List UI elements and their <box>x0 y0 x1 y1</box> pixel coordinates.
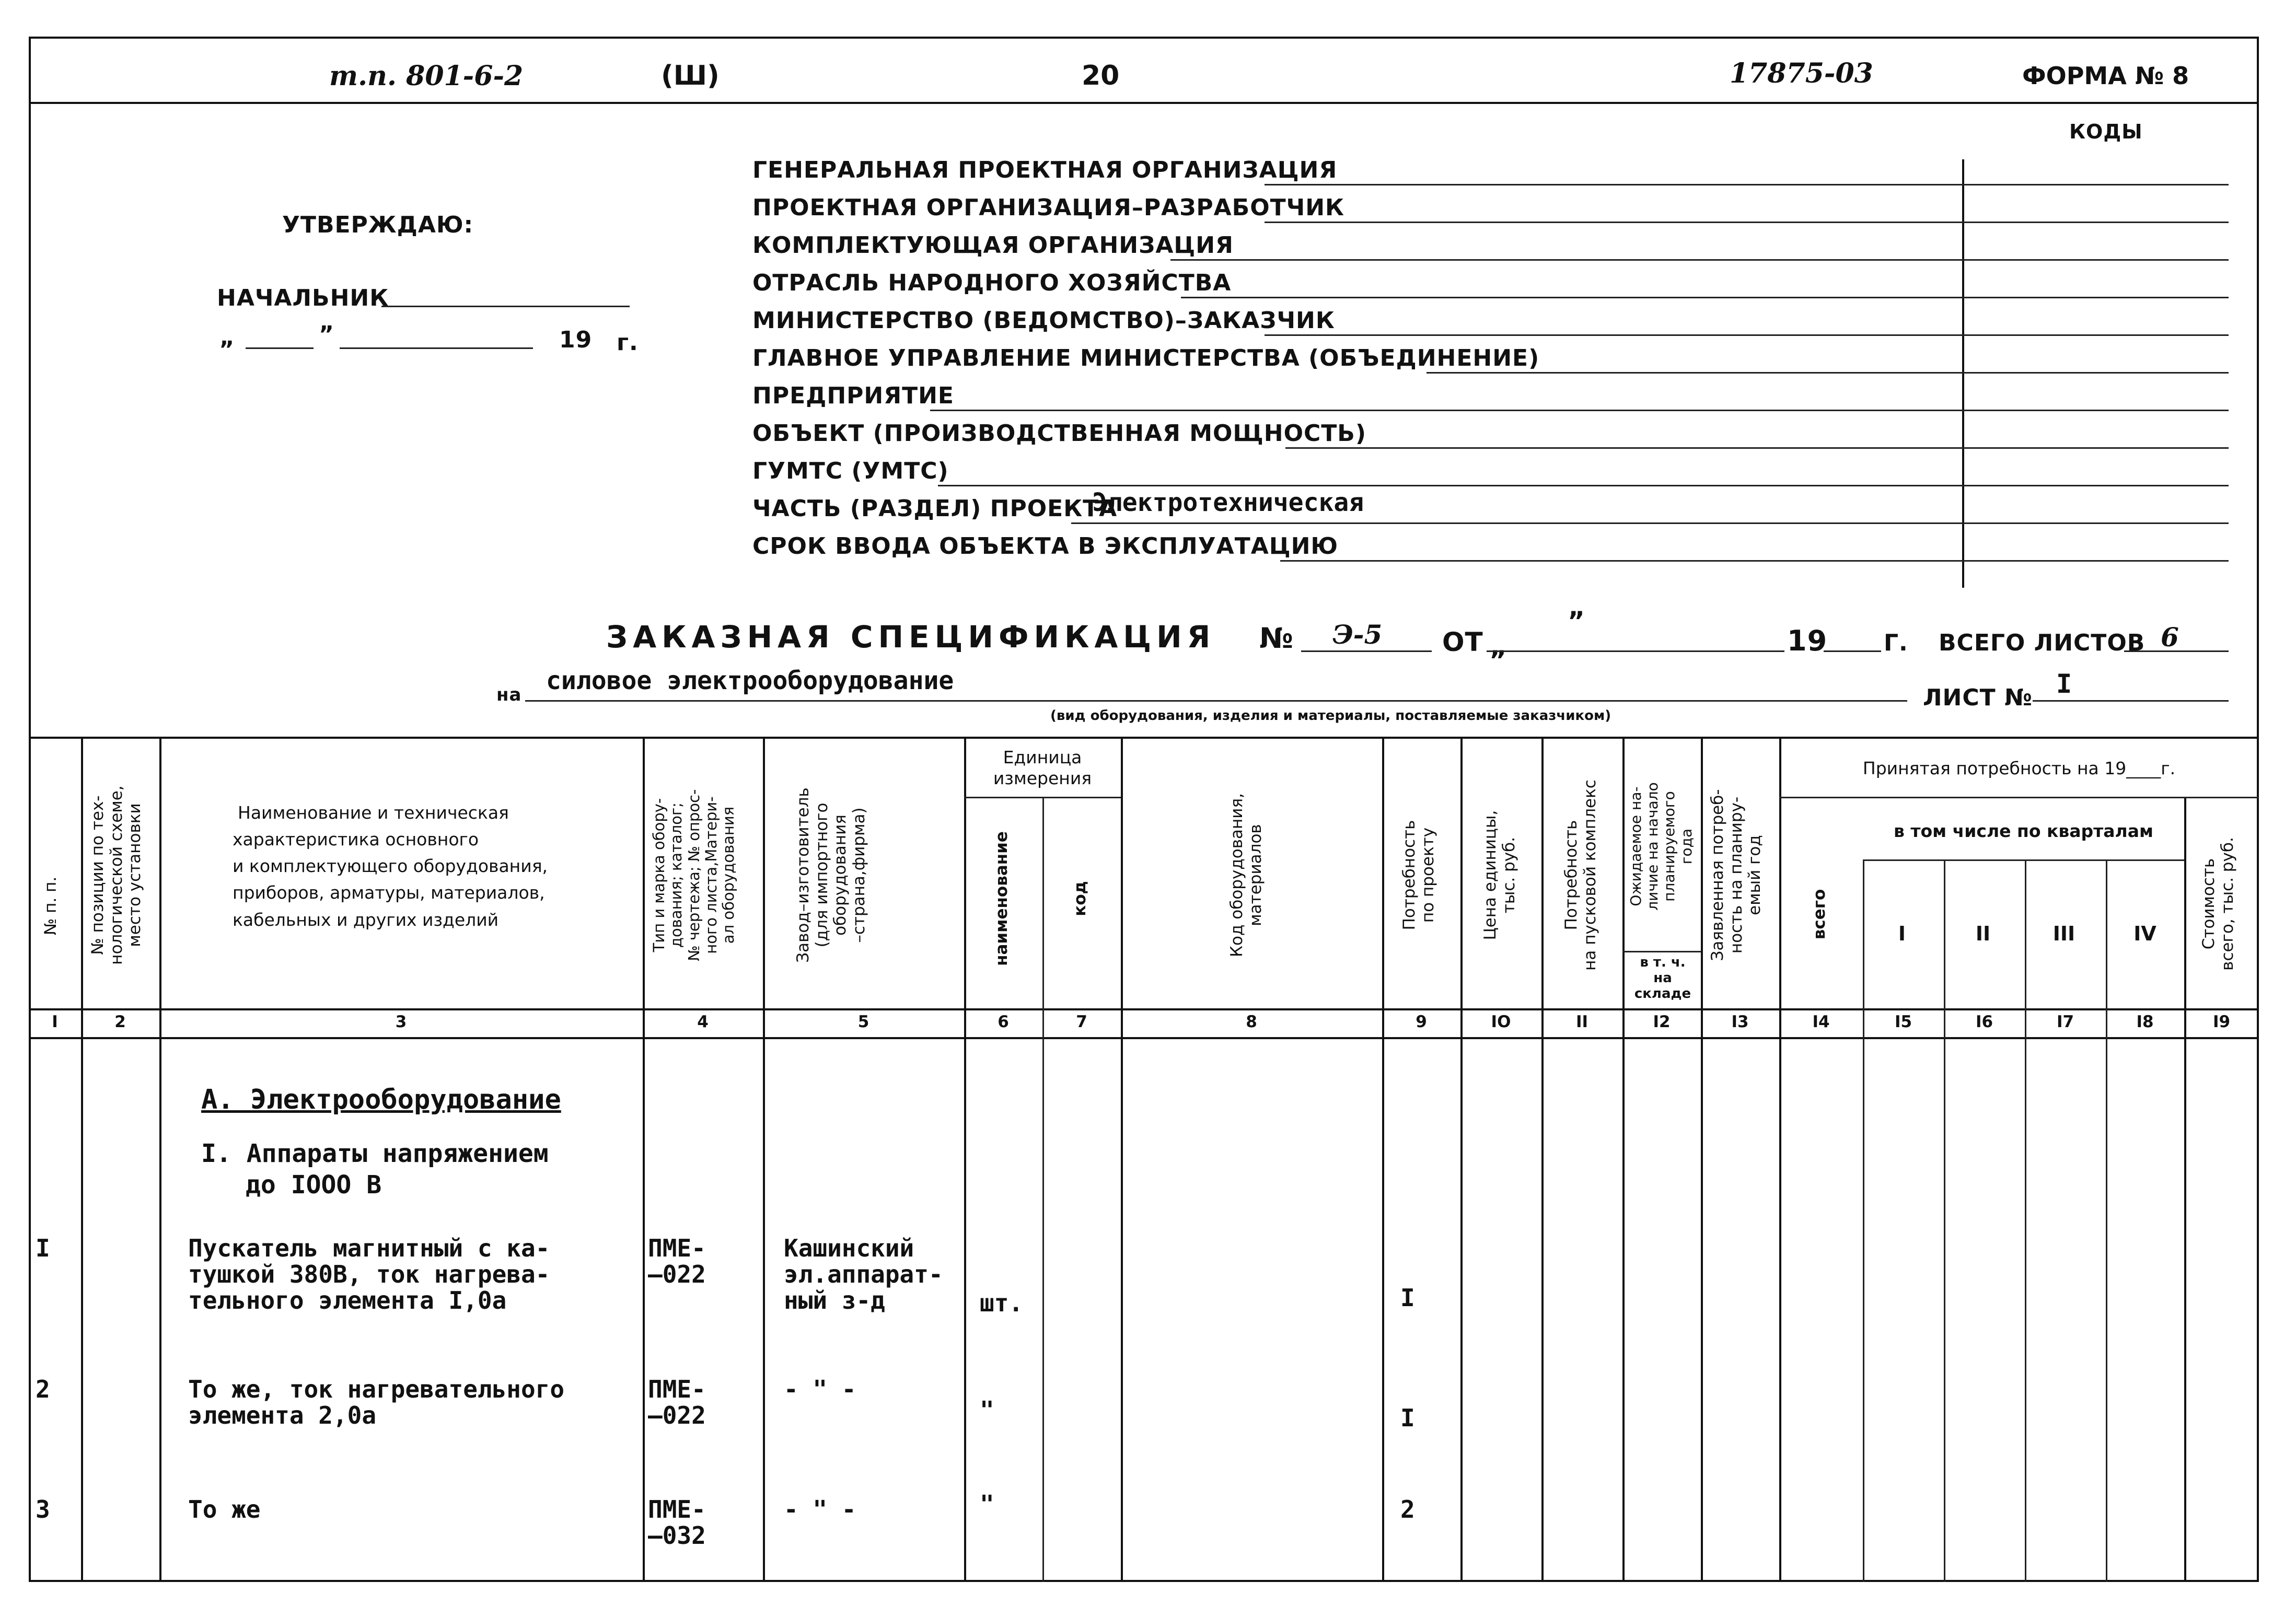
col-divider-15 <box>1944 859 1945 1582</box>
spec-total-sheets: 6 <box>2161 622 2179 653</box>
row-type: ПМЕ- <box>648 1234 706 1262</box>
spec-number-label: № <box>1259 622 1294 655</box>
row-name: тушкой 380В, ток нагрева- <box>188 1260 550 1288</box>
column-number: 9 <box>1416 1013 1427 1031</box>
org-field-line <box>1170 259 2229 261</box>
column-number: 8 <box>1246 1013 1257 1031</box>
col-divider-14 <box>1863 859 1864 1582</box>
col-header-12: Ожидаемое на- личие на начало планируемого года <box>1627 782 1695 911</box>
quarter-header: IV <box>2133 922 2156 945</box>
column-number: 7 <box>1076 1013 1087 1031</box>
col-divider-1 <box>81 737 83 1582</box>
quarter-header: I <box>1898 922 1906 945</box>
subsection-1-title: I. Аппараты напряжением <box>201 1139 549 1168</box>
row-type: –022 <box>648 1260 706 1288</box>
spec-year-suffix: Г. <box>1884 630 1908 656</box>
row-number: 2 <box>36 1375 50 1403</box>
date-quote-close: ” <box>319 321 334 348</box>
approve-label: УТВЕРЖДАЮ: <box>282 212 474 238</box>
column-number: I3 <box>1731 1013 1749 1031</box>
col-divider-6 <box>1042 797 1044 1582</box>
col-header-9: Потребность по проекту <box>1400 820 1437 930</box>
col-divider-2 <box>159 737 161 1582</box>
subsection-1-title-cont: до IOOO В <box>246 1170 382 1200</box>
org-field-label: ОТРАСЛЬ НАРОДНОГО ХОЗЯЙСТВА <box>752 270 1232 296</box>
date-month-line <box>340 347 533 349</box>
org-field-label: МИНИСТЕРСТВО (ВЕДОМСТВО)–ЗАКАЗЧИК <box>752 307 1335 334</box>
section-a-title: А. Электрооборудование <box>201 1084 561 1115</box>
row-unit: " <box>980 1396 994 1424</box>
column-number: I4 <box>1812 1013 1830 1031</box>
date-quote-open: „ <box>219 324 235 351</box>
page-number: 20 <box>1082 60 1120 91</box>
row-type: –032 <box>648 1521 706 1550</box>
column-number: I6 <box>1975 1013 1993 1031</box>
col-divider-8 <box>1382 737 1384 1582</box>
row-name: тельного элемента I,0а <box>188 1286 507 1314</box>
accepted-group-header: Принятая потребность на 19____г. <box>1862 758 2176 778</box>
col-header-19: Стоимость всего, тыс. руб. <box>2199 837 2237 971</box>
col-header-7: код <box>1071 881 1089 916</box>
spec-number-line <box>1301 650 1432 652</box>
org-field-label: ПРОЕКТНАЯ ОРГАНИЗАЦИЯ–РАЗРАБОТЧИК <box>752 194 1344 221</box>
spec-year-label: 19 <box>1787 624 1828 657</box>
date-year-suffix: г. <box>617 329 639 356</box>
column-number: I <box>52 1013 58 1031</box>
row-name: То же, ток нагревательного <box>188 1375 565 1403</box>
row-name: элемента 2,0а <box>188 1401 377 1429</box>
row-name: То же <box>188 1495 261 1523</box>
col-header-2: № позиции по тех- нологической схеме, место установки <box>88 785 145 965</box>
column-number: I8 <box>2136 1013 2154 1031</box>
org-field-line <box>1265 184 2229 185</box>
column-number: 5 <box>857 1013 869 1031</box>
quarters-group-header: в том числе по кварталам <box>1894 821 2153 841</box>
org-field-line <box>1427 372 2229 374</box>
org-field-line <box>938 485 2229 486</box>
org-field-line <box>1265 222 2229 223</box>
row-quantity: I <box>1400 1404 1415 1432</box>
spec-total-sheets-line <box>2124 650 2229 652</box>
col-divider-11 <box>1622 737 1625 1582</box>
row-maker: - " - <box>784 1375 856 1403</box>
col-header-1: № п. п. <box>41 876 60 935</box>
spec-total-sheets-label: ВСЕГО ЛИСТОВ <box>1939 630 2146 656</box>
table-header-bottom <box>29 1008 2259 1010</box>
row-number: 3 <box>36 1495 50 1523</box>
org-field-line <box>1181 297 2229 298</box>
row-unit: " <box>980 1490 994 1518</box>
column-number: 3 <box>395 1013 407 1031</box>
col-header-5: Завод–изготовитель (для импортного оборудования –страна,фирма) <box>794 787 868 963</box>
form-number: ФОРМА № 8 <box>2022 62 2189 90</box>
row-type: –022 <box>648 1401 706 1429</box>
row-name: Пускатель магнитный с ка- <box>188 1234 550 1262</box>
col-divider-4 <box>763 737 765 1582</box>
org-field-value[interactable]: Электротехническая <box>1092 488 1364 517</box>
org-field-line <box>1265 334 2229 336</box>
spec-year-line <box>1824 650 1881 652</box>
spec-subject: силовое электрооборудование <box>546 666 954 695</box>
spec-date-quote-open: ” <box>1568 606 1585 636</box>
col-divider-17 <box>2106 859 2107 1582</box>
chief-label: НАЧАЛЬНИК <box>217 285 389 311</box>
header-divider <box>29 102 2259 104</box>
org-field-label: ГЕНЕРАЛЬНАЯ ПРОЕКТНАЯ ОРГАНИЗАЦИЯ <box>752 157 1338 183</box>
date-year-prefix: 19 <box>559 327 593 353</box>
org-field-label: КОМПЛЕКТУЮЩАЯ ОРГАНИЗАЦИЯ <box>752 232 1234 259</box>
col-header-6: наименование <box>992 831 1011 966</box>
quarter-header: III <box>2053 922 2075 945</box>
col-header-3: Наименование и техническая характеристика основного и комплектующего оборудования, приборов, арматуры, материалов, кабельных и других изделий <box>233 802 548 930</box>
spec-sheet: I <box>2056 669 2072 699</box>
spec-sheet-line <box>2033 700 2229 702</box>
row-quantity: 2 <box>1400 1495 1415 1523</box>
column-number: I2 <box>1653 1013 1671 1031</box>
spec-from-label: ОТ <box>1442 627 1483 657</box>
org-field-line <box>930 410 2229 411</box>
col-divider-10 <box>1541 737 1544 1582</box>
col-header-11: Потребность на пусковой комплекс <box>1562 780 1599 971</box>
row-type: ПМЕ- <box>648 1495 706 1523</box>
org-field-label: ОБЪЕКТ (ПРОИЗВОДСТВЕННАЯ МОЩНОСТЬ) <box>752 420 1366 447</box>
row-maker: эл.аппарат- <box>784 1260 943 1288</box>
date-day-line <box>246 347 314 349</box>
org-field-label: ЧАСТЬ (РАЗДЕЛ) ПРОЕКТА <box>752 495 1118 522</box>
spec-sheet-label: ЛИСТ № <box>1923 684 2033 711</box>
column-number: IO <box>1491 1013 1511 1031</box>
row-quantity: I <box>1400 1284 1415 1312</box>
col-divider-13 <box>1779 737 1781 1582</box>
spec-date-line <box>1487 650 1784 652</box>
codes-label: КОДЫ <box>2069 120 2143 143</box>
unit-group-header: Единица измерения <box>993 747 1092 788</box>
col-header-13: Заявленная потреб- ность на планиру- емый год <box>1708 789 1765 961</box>
spec-subject-hint: (вид оборудования, изделия и материалы, поставляемые заказчиком) <box>1050 708 1611 724</box>
col-divider-12 <box>1701 737 1703 1582</box>
column-number: I5 <box>1894 1013 1912 1031</box>
spec-title: ЗАКАЗНАЯ СПЕЦИФИКАЦИЯ <box>606 619 1216 655</box>
row-maker: Кашинский <box>784 1234 914 1262</box>
quarters-group-divider <box>1863 859 2184 861</box>
org-field-line <box>1071 522 2229 524</box>
spec-subject-line <box>525 700 1907 702</box>
col-divider-18 <box>2184 797 2186 1582</box>
spec-number: Э-5 <box>1332 619 1383 650</box>
col-header-8: Код оборудования, материалов <box>1227 793 1265 957</box>
col-header-4: Тип и марка обору- дования; каталог; № чертежа; № опрос- ного листа,Матери- ал оборудования <box>650 789 738 961</box>
col-divider-5 <box>964 737 966 1582</box>
unit-group-divider <box>964 797 1121 798</box>
table-top-border <box>29 737 2259 739</box>
table-number-row-bottom <box>29 1037 2259 1039</box>
row-maker: - " - <box>784 1495 856 1523</box>
row-unit: шт. <box>980 1289 1024 1317</box>
col-divider-7 <box>1121 737 1123 1582</box>
row-number: I <box>36 1234 50 1262</box>
spec-date-quote-close: ” <box>1489 645 1507 676</box>
row-type: ПМЕ- <box>648 1375 706 1403</box>
column-number: II <box>1575 1013 1588 1031</box>
col-divider-9 <box>1460 737 1463 1582</box>
spec-on-label: на <box>496 684 522 705</box>
column-number: 2 <box>114 1013 126 1031</box>
doc-number: 17875-03 <box>1730 57 1873 89</box>
org-field-line <box>1280 560 2229 562</box>
org-field-label: СРОК ВВОДА ОБЪЕКТА В ЭКСПЛУАТАЦИЮ <box>752 533 1339 560</box>
col-header-10: Цена единицы, тыс. руб. <box>1481 810 1518 940</box>
series-label: т.п. 801-6-2 <box>329 60 524 92</box>
row-maker: ный з-д <box>784 1286 885 1314</box>
org-field-line <box>1285 447 2229 449</box>
stock-divider <box>1622 951 1701 952</box>
org-field-label: ПРЕДПРИЯТИЕ <box>752 382 954 409</box>
column-number: 4 <box>697 1013 709 1031</box>
col-header-12b: в т. ч. на складе <box>1634 955 1691 1002</box>
volume-label: (Ш) <box>661 60 720 91</box>
col-header-14: всего <box>1810 889 1829 940</box>
column-number: I7 <box>2056 1013 2074 1031</box>
column-number: 6 <box>998 1013 1009 1031</box>
accepted-group-divider <box>1779 797 2259 798</box>
org-field-label: ГУМТС (УМТС) <box>752 458 949 484</box>
org-field-label: ГЛАВНОЕ УПРАВЛЕНИЕ МИНИСТЕРСТВА (ОБЪЕДИНЕНИЕ) <box>752 345 1540 371</box>
chief-signature-line <box>381 306 630 307</box>
column-number: I9 <box>2212 1013 2231 1031</box>
quarter-header: II <box>1975 922 1991 945</box>
col-divider-3 <box>643 737 645 1582</box>
col-divider-16 <box>2025 859 2026 1582</box>
